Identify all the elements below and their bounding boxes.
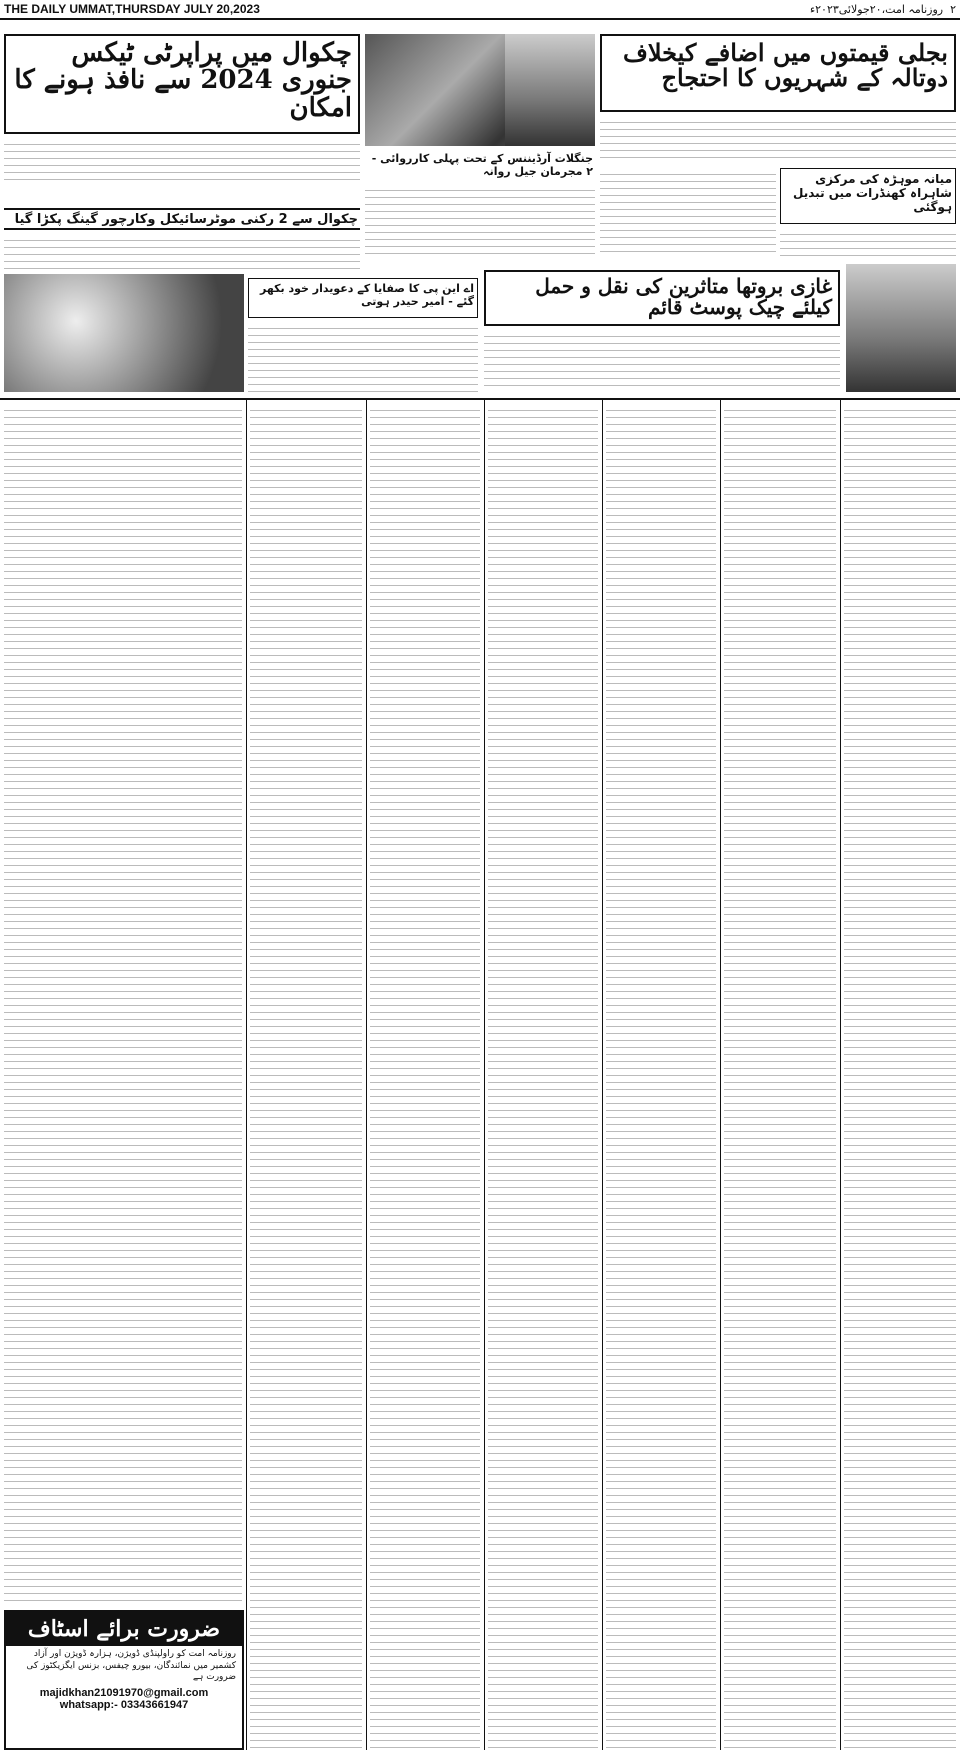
mid-left-story — [248, 278, 478, 318]
ad-title: ضرورت برائے اسٹاف — [6, 1612, 242, 1646]
rally-photo — [4, 274, 244, 392]
column-text — [370, 404, 480, 1749]
top-right-headline: بجلی قیمتوں میں اضافے کیخلاف دوتالہ کے شہریوں کا احتجاج — [622, 38, 948, 93]
top-right-body — [600, 116, 956, 160]
top-left-body — [4, 138, 360, 182]
ad-text: روزنامہ امت کو راولپنڈی ڈویژن، ہزارہ ڈویژن اور آزاد کشمیر میں نمائندگان، بیورو چیفس، بزنس ایگزیکٹوز کی ضرورت ہے — [26, 1649, 236, 1683]
masthead-english: THE DAILY UMMAT,THURSDAY JULY 20,2023 — [4, 2, 260, 16]
top-right-story — [600, 34, 956, 112]
sub-right-story — [780, 168, 956, 224]
mid-headline: غازی بروتھا متاثرین کی نقل و حمل کیلئے چیک پوسٹ قائم — [535, 274, 832, 319]
center-body — [365, 184, 595, 258]
sub-left-body — [4, 234, 360, 270]
page-number: ۲ — [950, 2, 956, 16]
column-rule — [840, 400, 841, 1750]
column-rule — [0, 398, 960, 400]
masthead-urdu — [810, 3, 956, 16]
ad-whatsapp: whatsapp:- 03343661947 — [59, 1699, 189, 1712]
sub-left-story — [4, 208, 360, 230]
center-caption-box — [365, 150, 595, 180]
sub-left-headline: چکوال سے 2 رکنی موٹرسائیکل وکارچور گینگ پکڑا گیا — [14, 212, 358, 227]
sub-right-body — [600, 168, 776, 258]
masthead — [0, 0, 960, 20]
column-text — [4, 404, 242, 1604]
column-rule — [484, 400, 485, 1750]
sub-right-body-2 — [780, 228, 956, 258]
top-left-headline: چکوال میں پراپرٹی ٹیکس جنوری 2024 سے نافذ ہونے کا امکان — [14, 38, 352, 123]
column-text — [606, 404, 716, 1749]
column-rule — [720, 400, 721, 1750]
column-rule — [602, 400, 603, 1750]
column-rule — [246, 400, 247, 1750]
column-text — [488, 404, 598, 1749]
column-text — [250, 404, 362, 1749]
column-rule — [366, 400, 367, 1750]
portrait-photo — [846, 264, 956, 392]
sub-right-headline: میانہ موہڑہ کی مرکزی شاہراہ کھنڈرات میں تبدیل ہوگئی — [793, 172, 952, 214]
mid-body — [484, 330, 840, 392]
mid-left-headline: اے این پی کا صفایا کے دعویدار خود بکھر گئے - امیر حیدر ہوتی — [260, 282, 474, 308]
center-caption: جنگلات آرڈیننس کے تحت پہلی کارروائی - ۲ مجرمان جیل روانہ — [371, 152, 593, 178]
mid-left-body — [248, 322, 478, 392]
mid-story — [484, 270, 840, 326]
ad-email[interactable]: majidkhan21091970@gmail.com — [39, 1687, 209, 1700]
column-text — [844, 404, 956, 1749]
masthead-urdu-date: روزنامہ امت،۲۰جولائی۲۰۲۳ء — [809, 2, 944, 16]
top-left-story — [4, 34, 360, 134]
officials-photo — [505, 34, 595, 146]
recruitment-ad — [4, 1610, 244, 1750]
column-text — [724, 404, 836, 1749]
